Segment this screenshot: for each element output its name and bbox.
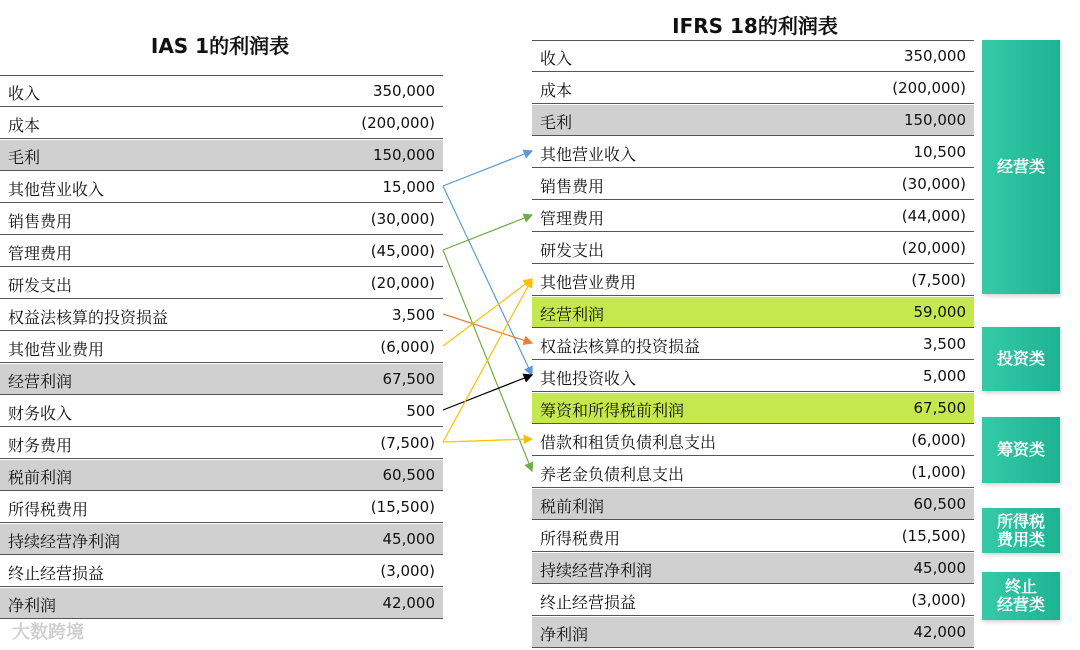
left-row-value: 67,500 [382, 370, 435, 388]
right-row-label: 成本 [540, 81, 573, 100]
left-row-value: (6,000) [380, 338, 435, 356]
right-row-label: 终止经营损益 [540, 593, 637, 612]
right-row-label: 筹资和所得税前利润 [540, 401, 685, 420]
left-row-value: (15,500) [370, 498, 435, 516]
right-row-label: 税前利润 [540, 497, 605, 516]
left-row-value: (20,000) [370, 274, 435, 292]
left-row-value: 45,000 [382, 530, 435, 548]
left-row-value: 3,500 [392, 306, 435, 324]
right-row-label: 所得税费用 [540, 529, 621, 548]
left-row-value: (200,000) [361, 114, 435, 132]
right-row-label: 毛利 [540, 113, 573, 132]
right-row-label: 养老金负债利息支出 [540, 465, 685, 484]
right-row-label: 权益法核算的投资损益 [540, 337, 701, 356]
right-row-value: (200,000) [892, 79, 966, 97]
left-row-label: 其他营业收入 [8, 180, 105, 199]
right-row-value: 150,000 [903, 111, 966, 129]
right-row-label: 销售费用 [540, 177, 605, 196]
left-row-label: 经营利润 [8, 372, 73, 391]
left-row-value: 15,000 [382, 178, 435, 196]
right-row-value: (3,000) [911, 591, 966, 609]
category-badge: 所得税 费用类 [982, 508, 1060, 553]
mapping-arrow [443, 151, 532, 186]
right-row-value: (20,000) [901, 239, 966, 257]
right-row-value: (30,000) [901, 175, 966, 193]
right-row-value: (6,000) [911, 431, 966, 449]
mapping-arrow [443, 215, 532, 250]
left-row-label: 所得税费用 [8, 500, 89, 519]
mapping-arrow [443, 186, 532, 375]
right-row-label: 研发支出 [540, 241, 605, 260]
mapping-arrow [443, 279, 532, 346]
category-badge: 经营类 [982, 40, 1060, 294]
right-row-value: 45,000 [913, 559, 966, 577]
left-row-label: 财务费用 [8, 436, 73, 455]
left-row-label: 终止经营损益 [8, 564, 105, 583]
right-title: IFRS 18的利润表 [672, 14, 838, 38]
left-row-label: 持续经营净利润 [8, 532, 121, 551]
left-row-label: 研发支出 [8, 276, 73, 295]
right-row-label: 借款和租赁负债利息支出 [540, 433, 717, 452]
right-row-label: 其他投资收入 [540, 369, 637, 388]
right-row-value: 67,500 [913, 399, 966, 417]
category-badge: 筹资类 [982, 417, 1060, 483]
left-row-value: (7,500) [380, 434, 435, 452]
left-row-label: 权益法核算的投资损益 [8, 308, 169, 327]
watermark: 大数跨境 [12, 622, 84, 643]
right-row-label: 管理费用 [540, 209, 605, 228]
left-row-value: 150,000 [372, 146, 435, 164]
left-row-value: 350,000 [372, 82, 435, 100]
right-row-value: 10,500 [913, 143, 966, 161]
left-row-label: 收入 [8, 84, 41, 103]
left-row-value: (45,000) [370, 242, 435, 260]
left-row-label: 成本 [8, 116, 41, 135]
left-row-label: 销售费用 [8, 212, 73, 231]
right-row-label: 持续经营净利润 [540, 561, 653, 580]
right-row-value: (15,500) [901, 527, 966, 545]
right-row-label: 其他营业收入 [540, 145, 637, 164]
right-row-value: 42,000 [913, 623, 966, 641]
left-title: IAS 1的利润表 [150, 34, 290, 58]
right-row-label: 净利润 [540, 625, 589, 644]
right-row-label: 其他营业费用 [540, 273, 637, 292]
left-row-label: 其他营业费用 [8, 340, 105, 359]
left-row-label: 净利润 [8, 596, 57, 615]
right-row-value: (7,500) [911, 271, 966, 289]
right-row-label: 经营利润 [540, 305, 605, 324]
left-row-label: 税前利润 [8, 468, 73, 487]
mapping-arrow [443, 375, 532, 410]
left-row-label: 管理费用 [8, 244, 73, 263]
right-row-value: (1,000) [911, 463, 966, 481]
right-row-value: 59,000 [913, 303, 966, 321]
mapping-arrow [443, 279, 532, 442]
left-row-label: 毛利 [8, 148, 41, 167]
right-row-value: 350,000 [903, 47, 966, 65]
right-row-value: 3,500 [923, 335, 966, 353]
left-row-value: 500 [406, 402, 435, 420]
left-row-value: (3,000) [380, 562, 435, 580]
right-row-value: (44,000) [901, 207, 966, 225]
right-row-label: 收入 [540, 49, 573, 68]
category-badge: 投资类 [982, 327, 1060, 391]
left-row-value: 42,000 [382, 594, 435, 612]
mapping-arrow [443, 314, 532, 343]
left-row-value: (30,000) [370, 210, 435, 228]
category-badge: 终止 经营类 [982, 572, 1060, 620]
left-row-value: 60,500 [382, 466, 435, 484]
right-row-value: 5,000 [923, 367, 966, 385]
left-row-label: 财务收入 [8, 404, 73, 423]
right-row-value: 60,500 [913, 495, 966, 513]
mapping-arrow [443, 439, 532, 442]
